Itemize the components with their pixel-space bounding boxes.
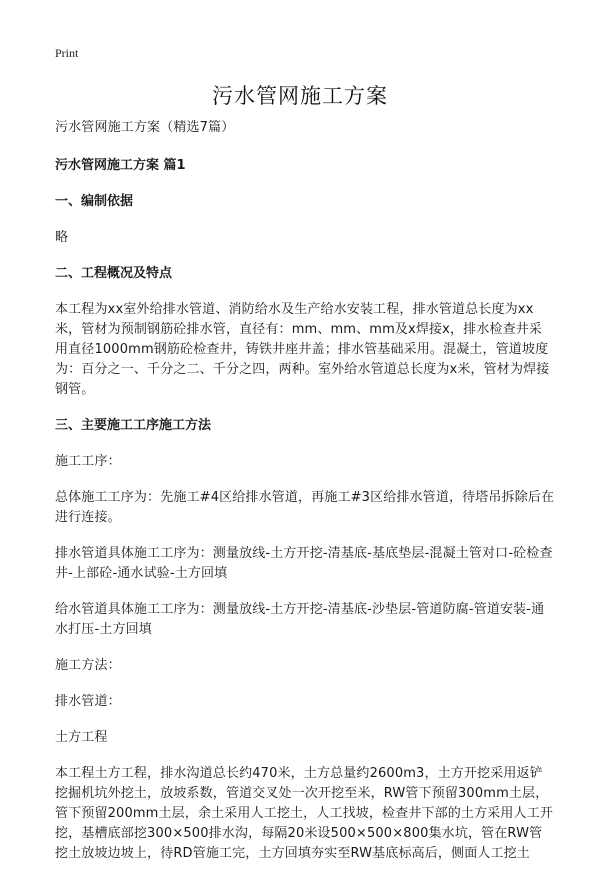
- section-title: 污水管网施工方案 篇1: [55, 158, 186, 173]
- paragraph-earthwork-label: 土方工程: [55, 730, 108, 745]
- heading-basis: 一、编制依据: [55, 194, 134, 209]
- document-subtitle: 污水管网施工方案（精选7篇）: [55, 120, 235, 135]
- paragraph-method-label: 施工方法：: [55, 658, 121, 673]
- paragraph-overview: 本工程为xx室外给排水管道、消防给水及生产给水安装工程，排水管道总长度为xx米，管材为预制钢筋砼排水管，直径有：mm、mm、mm及x焊接x，排水检查井采用直径1000mm钢筋砼检查井，铸铁井座井盖；排水管基础采用。混凝土，管道坡度为：百分之一、千分之二、千分之四，两种。室外给水管道总长度为x米，管材为焊接钢管。: [55, 302, 550, 397]
- paragraph-overall-procedure: 总体施工工序为：先施工#4区给排水管道，再施工#3区给排水管道，待塔吊拆除后在进行连接。: [55, 490, 555, 525]
- paragraph-water-supply-procedure: 给水管道具体施工工序为：测量放线-土方开挖-清基底-沙垫层-管道防腐-管道安装-通水打压-土方回填: [55, 602, 545, 637]
- paragraph-earthwork: 本工程土方工程，排水沟道总长约470米，土方总量约2600m3，土方开挖采用返铲挖掘机坑外挖土，放坡系数，管道交叉处一次开挖至米，RW管下预留300mm土层，管下预留200mm土层，余土采用人工挖土，人工找坡，检查井下部的土方采用人工开挖，基槽底部挖300×500排水沟，每隔20米设500×500×800集水坑，管在RW管挖土放坡边坡上，待RD管施工完，土方回填夯实至RW基底标高后，侧面人工挖土: [55, 766, 553, 861]
- heading-overview: 二、工程概况及特点: [55, 266, 173, 281]
- heading-methods: 三、主要施工工序施工方法: [55, 418, 212, 433]
- paragraph-drainage-label: 排水管道：: [55, 694, 121, 709]
- paragraph-drainage-procedure: 排水管道具体施工工序为：测量放线-土方开挖-清基底-基底垫层-混凝土管对口-砼检查井-上部砼-通水试验-土方回填: [55, 546, 553, 581]
- document-title: 污水管网施工方案: [212, 84, 388, 108]
- document-body: [55, 118, 555, 880]
- print-label: Print: [55, 46, 79, 60]
- paragraph-procedure-label: 施工工序：: [55, 454, 121, 469]
- paragraph-basis: 略: [55, 230, 69, 245]
